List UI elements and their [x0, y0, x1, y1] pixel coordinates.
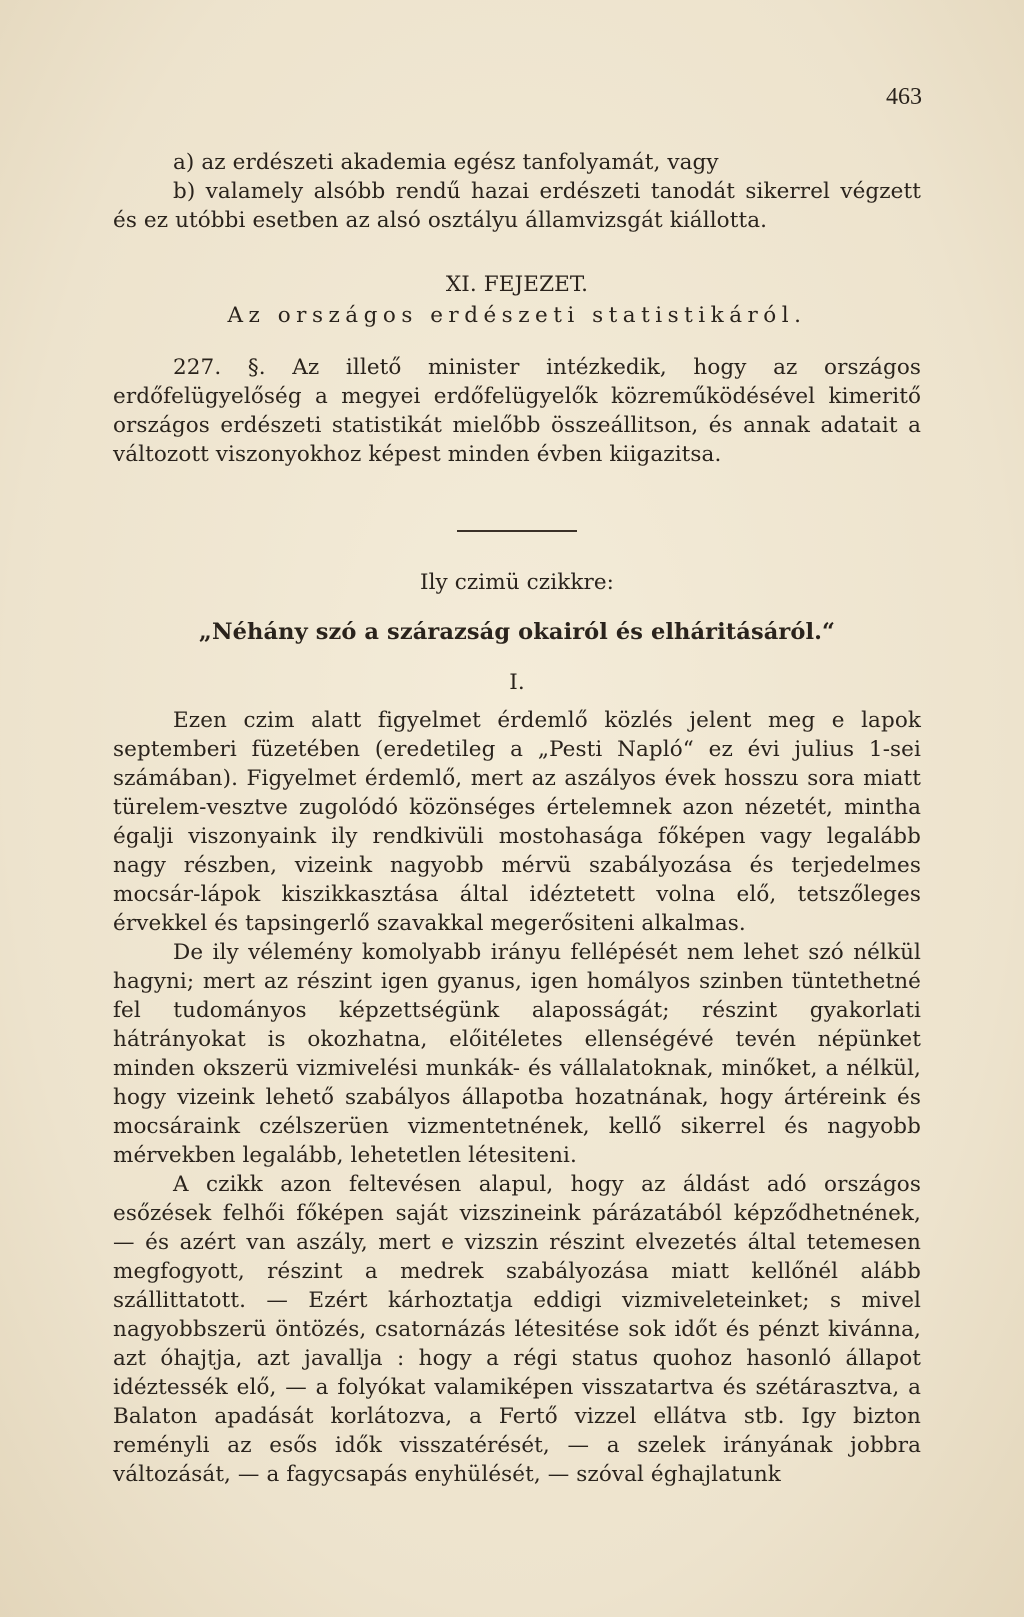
body-paragraph-1: Ezen czim alatt figyelmet érdemlő közlés jelent meg e lapok septemberi füzetében (eredetileg a „Pesti Napló“ ez évi julius 1-sei számában). Figyelmet érdemlő, mert az aszályos évek hosszu sora miatt türelem-vesztve zugolódó közönséges értelemnek azon nézetét, mintha égalji viszonyaink ily rendkivüli mostohasága főképen vagy legalább nagy részben, vizeink nagyobb mérvü szabályozása és terjedelmes mocsár-lápok kiszikkasztása által idéztetett volna elő, tetszőleges érvekkel és tapsingerlő szavakkal megerősiteni alkalmas.	[113, 708, 921, 936]
top-list	[113, 148, 921, 235]
horizontal-rule	[457, 530, 577, 532]
article-part-number: I.	[509, 670, 525, 695]
body-paragraph-2: De ily vélemény komolyabb irányu fellépését nem lehet szó nélkül hagyni; mert az részint igen gyanus, igen homályos szinben tüntethetné fel tudományos képzettségünk alaposságát; részint gyakorlati hátrányokat is okozhatna, előitéletes ellenségévé tevén népünket minden okszerü vizmivelési munkák- és vállalatoknak, minőket, a nélkül, hogy vizeink lehető szabályos állapotba hozatnának, hogy ártéreink és mocsáraink czélszerüen vizmentetnének, kellő sikerrel és nagyobb mérvekben legalább, lehetetlen létesiteni.	[113, 940, 921, 1168]
chapter-number: XI. FEJEZET.	[445, 272, 589, 297]
section-227	[113, 353, 921, 469]
separator-rule	[113, 530, 921, 532]
list-item-b: b) valamely alsóbb rendű hazai erdészeti tanodát sikerrel végzett és ez utóbbi esetben az alsó osztályu államvizsgát kiállotta.	[113, 179, 921, 233]
chapter-title: Az országos erdészeti statistikáról.	[227, 303, 807, 328]
list-item-a: a) az erdészeti akademia egész tanfolyamát, vagy	[173, 150, 719, 175]
article-intro: Ily czimü czikkre:	[419, 570, 614, 595]
article-body	[113, 706, 921, 1489]
page-number: 463	[886, 84, 922, 110]
section-227-text: 227. §. Az illető minister intézkedik, hogy az országos erdőfelügyelőség a megyei erdőfelügyelők közreműködésével kimeritő országos erdészeti statistikát mielőbb összeállitson, és annak adatait a változott viszonyokhoz képest minden évben kiigazitsa.	[113, 355, 921, 467]
body-paragraph-3: A czikk azon feltevésen alapul, hogy az áldást adó országos esőzések felhői főképen saját vizszineink párázatából képződhetnének, — és azért van aszály, mert e vizszin részint elvezetés által tetemesen megfogyott, részint a medrek szabályozása miatt kellőnél alább szállittatott. — Ezért kárhoztatja eddigi vizmiveleteinket; s mivel nagyobbszerü öntözés, csatornázás létesitése sok időt és pénzt kivánna, azt óhajtja, azt javallja : hogy a régi status quohoz hasonló állapot idéztessék elő, — a folyókat valamiképen visszatartva és szétárasztva, a Balaton apadását korlátozva, a Fertő vizzel ellátva stb. Igy bizton reményli az esős idők visszatérését, — a szelek irányának jobbra változását, — a fagycsapás enyhülését, — szóval éghajlatunk	[113, 1172, 921, 1487]
article-title: „Néhány szó a szárazság okairól és elháritásáról.“	[198, 619, 836, 645]
